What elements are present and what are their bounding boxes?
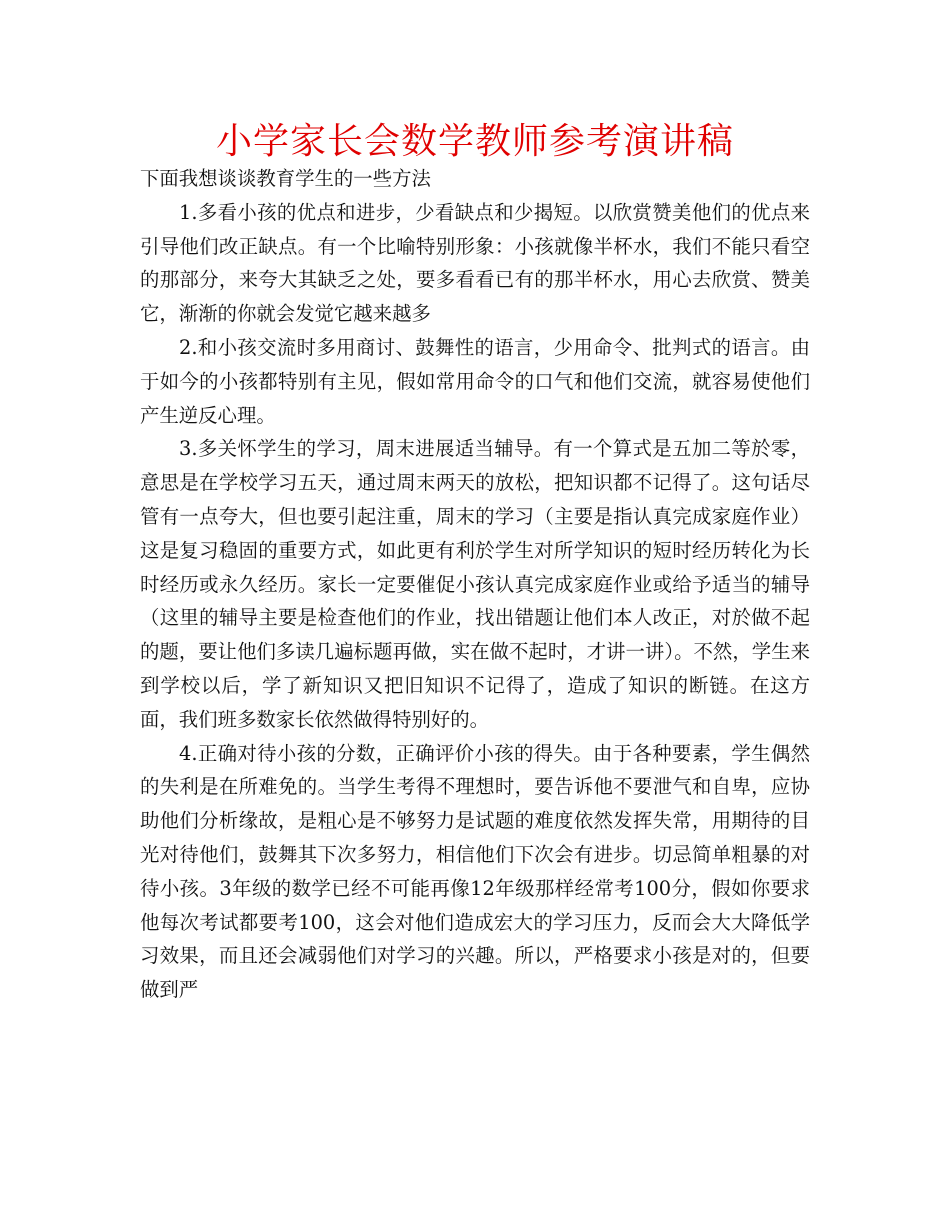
paragraph-1: 1.多看小孩的优点和进步，少看缺点和少揭短。以欣赏赞美他们的优点来引导他们改正缺点。有一个比喻特别形象：小孩就像半杯水，我们不能只看空的那部分，来夸大其缺乏之处，要多看看已有的那半杯水，用心去欣赏、赞美它，渐渐的你就会发觉它越来越多 (140, 200, 810, 326)
intro-line: 下面我想谈谈教育学生的一些方法 (140, 167, 431, 190)
paragraph-2: 2.和小孩交流时多用商讨、鼓舞性的语言，少用命令、批判式的语言。由于如今的小孩都特别有主见，假如常用命令的口气和他们交流，就容易使他们产生逆反心理。 (140, 335, 810, 427)
paragraph-4: 4.正确对待小孩的分数，正确评价小孩的得失。由于各种要素，学生偶然的失利是在所难免的。当学生考得不理想时，要告诉他不要泄气和自卑，应协助他们分析缘故，是粗心是不够努力是试题的难度依然发挥失常，用期待的目光对待他们，鼓舞其下次多努力，相信他们下次会有进步。切忌简单粗暴的对待小孩。3年级的数学已经不可能再像12年级那样经常考100分，假如你要求他每次考试都要考100，这会对他们造成宏大的学习压力，反而会大大降低学习效果，而且还会减弱他们对学习的兴趣。所以，严格要求小孩是对的，但要做到严 (140, 741, 810, 1002)
document-title: 小学家长会数学教师参考演讲稿 (215, 121, 734, 162)
document-body (140, 162, 810, 1007)
paragraph-3: 3.多关怀学生的学习，周末进展适当辅导。有一个算式是五加二等於零，意思是在学校学习五天，通过周末两天的放松，把知识都不记得了。这句话尽管有一点夸大，但也要引起注重，周末的学习（主要是指认真完成家庭作业）这是复习稳固的重要方式，如此更有利於学生对所学知识的短时经历转化为长时经历或永久经历。家长一定要催促小孩认真完成家庭作业或给予适当的辅导（这里的辅导主要是检查他们的作业，找出错题让他们本人改正，对於做不起的题，要让他们多读几遍标题再做，实在做不起时，才讲一讲）。不然，学生来到学校以后，学了新知识又把旧知识不记得了，造成了知识的断链。在这方面，我们班多数家长依然做得特别好的。 (140, 437, 810, 731)
